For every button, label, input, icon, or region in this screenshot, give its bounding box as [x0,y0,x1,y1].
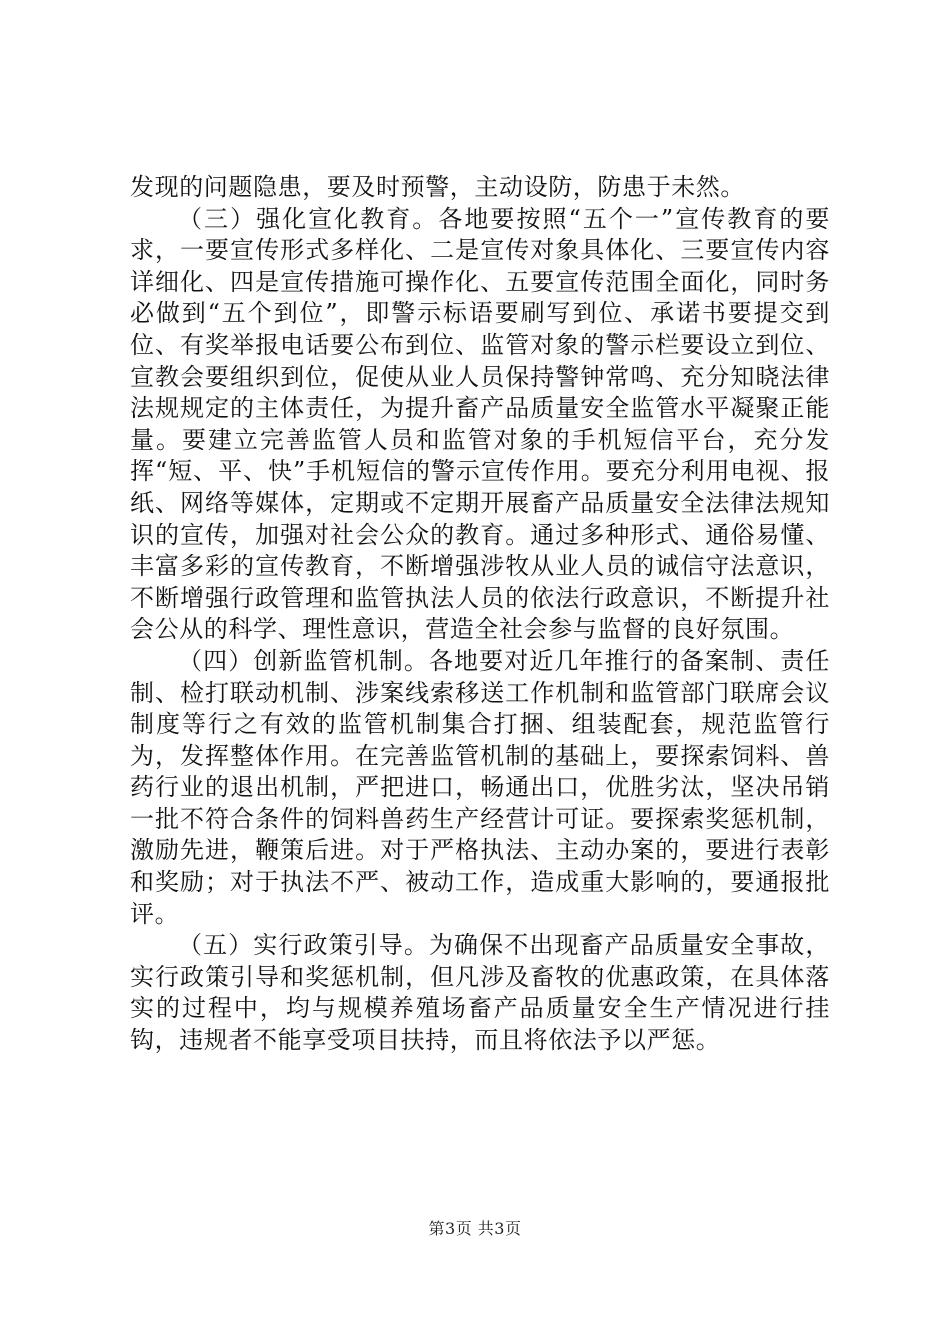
page-number-footer: 第3页 共3页 [428,1219,522,1238]
paragraph-continuation: 发现的问题隐患，要及时预警，主动设防，防患于未然。 [130,173,745,201]
paragraph-section-3: （三）强化宣化教育。各地要按照“五个一”宣传教育的要求，一要宣传形式多样化、二是宣传对象具体化、三要宣传内容详细化、四是宣传措施可操作化、五要宣传范围全面化，同时务必做到“五个到位”，即警示标语要刷写到位、承诺书要提交到位、有奖举报电话要公布到位、监管对象的警示栏要设立到位、宣教会要组织到位，促使从业人员保持警钟常鸣、充分知晓法律法规规定的主体责任，为提升畜产品质量安全监管水平凝聚正能量。要建立完善监管人员和监管对象的手机短信平台，充分发挥“短、平、快”手机短信的警示宣传作用。要充分利用电视、报纸、网络等媒体，定期或不定期开展畜产品质量安全法律法规知识的宣传，加强对社会公众的教育。通过多种形式、通俗易懂、丰富多彩的宣传教育，不断增强涉牧从业人员的诚信守法意识，不断增强行政管理和监管执法人员的依法行政意识，不断提升社会公从的科学、理性意识，营造全社会参与监督的良好氛围。 [130,204,830,644]
document-body [130,172,830,1057]
paragraph-section-4: （四）创新监管机制。各地要对近几年推行的备案制、责任制、检打联动机制、涉案线索移送工作机制和监管部门联席会议制度等行之有效的监管机制集合打捆、组装配套，规范监管行为，发挥整体作用。在完善监管机制的基础上，要探索饲料、兽药行业的退出机制，严把进口，畅通出口，优胜劣汰，坚决吊销一批不符合条件的饲料兽药生产经营计可证。要探索奖惩机制，激励先进，鞭策后进。对于严格执法、主动办案的，要进行表彰和奖励；对于执法不严、被动工作，造成重大影响的，要通报批评。 [130,646,830,928]
paragraph-section-5: （五）实行政策引导。为确保不出现畜产品质量安全事故，实行政策引导和奖惩机制，但凡涉及畜牧的优惠政策，在具体落实的过程中，均与规模养殖场畜产品质量安全生产情况进行挂钩，违规者不能享受项目扶持，而且将依法予以严惩。 [130,931,830,1055]
